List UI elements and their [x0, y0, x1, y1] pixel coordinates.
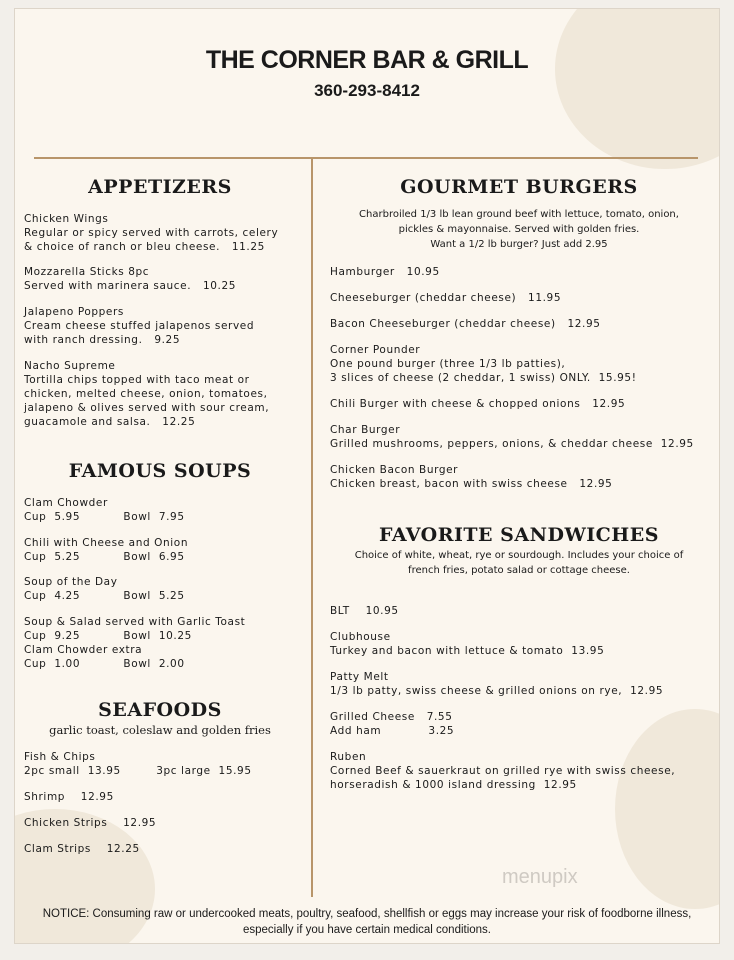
- menu-item-blt: BLT 10.95: [330, 605, 399, 617]
- restaurant-name: THE CORNER BAR & GRILL: [205, 46, 529, 74]
- background-leaf-decoration: [615, 709, 720, 909]
- menu-item-chicken-strips: Chicken Strips 12.95: [24, 817, 157, 829]
- menu-item-mozzarella-sticks: Mozzarella Sticks 8pc Served with marinera sauce. 10.25: [24, 266, 237, 292]
- menu-item-grilled-cheese: Grilled Cheese 7.55 Add ham 3.25: [330, 711, 455, 737]
- menupix-watermark: menupix: [502, 866, 578, 888]
- menu-item-jalapeno-poppers: Jalapeno Poppers Cream cheese stuffed jalapenos served with ranch dressing. 9.25: [24, 306, 255, 346]
- sandwiches-heading: FAVORITE SANDWICHES: [379, 524, 659, 546]
- menu-item-chicken-bacon-burger: Chicken Bacon Burger Chicken breast, bacon with swiss cheese 12.95: [330, 464, 613, 490]
- restaurant-phone: 360-293-8412: [314, 81, 420, 100]
- menu-item-clam-chowder: Clam Chowder Cup 5.95 Bowl 7.95: [24, 497, 185, 523]
- menu-item-ruben: Ruben Corned Beef & sauerkraut on grilled rye with swiss cheese, horseradish & 1000 island dressing 12.95: [330, 751, 676, 791]
- menu-item-shrimp: Shrimp 12.95: [24, 791, 114, 803]
- menu-item-chili: Chili with Cheese and Onion Cup 5.25 Bowl 6.95: [24, 537, 189, 563]
- menu-item-fish-chips: Fish & Chips 2pc small 13.95 3pc large 15.95: [24, 751, 252, 777]
- menu-item-nacho-supreme: Nacho Supreme Tortilla chips topped with taco meat or chicken, melted cheese, onion, tomatoes, jalapeno & olives served with sour cream, guacamole and salsa. 12.25: [24, 360, 270, 428]
- menu-item-cheeseburger: Cheeseburger (cheddar cheese) 11.95: [330, 292, 562, 304]
- sandwiches-intro: Choice of white, wheat, rye or sourdough. Includes your choice of french fries, potato salad or cottage cheese.: [354, 550, 684, 576]
- menu-item-clam-strips: Clam Strips 12.25: [24, 843, 140, 855]
- menu-item-char-burger: Char Burger Grilled mushrooms, peppers, onions, & cheddar cheese 12.95: [330, 424, 694, 450]
- menu-item-chili-burger: Chili Burger with cheese & chopped onions 12.95: [330, 398, 626, 410]
- menu-item-hamburger: Hamburger 10.95: [330, 266, 440, 278]
- burgers-intro: Charbroiled 1/3 lb lean ground beef with lettuce, tomato, onion, pickles & mayonnaise. Served with golden fries. Want a 1/2 lb burger? Just add 2.95: [359, 209, 679, 250]
- header-divider: [34, 157, 698, 159]
- seafoods-heading: SEAFOODS: [98, 699, 222, 721]
- health-notice-line-2: especially if you have certain medical conditions.: [242, 924, 492, 936]
- health-notice-line-1: NOTICE: Consuming raw or undercooked meats, poultry, seafood, shellfish or eggs may increase your risk of foodborne illness,: [42, 908, 692, 920]
- menu-item-soup-salad: Soup & Salad served with Garlic Toast Cup 9.25 Bowl 10.25 Clam Chowder extra Cup 1.00 Bowl 2.00: [24, 616, 246, 670]
- menu-item-patty-melt: Patty Melt 1/3 lb patty, swiss cheese & grilled onions on rye, 12.95: [330, 671, 664, 697]
- seafoods-subtitle: garlic toast, coleslaw and golden fries: [49, 723, 271, 737]
- menu-item-soup-of-day: Soup of the Day Cup 4.25 Bowl 5.25: [24, 576, 185, 602]
- menu-item-chicken-wings: Chicken Wings Regular or spicy served with carrots, celery & choice of ranch or bleu cheese. 11.25: [24, 213, 279, 253]
- column-divider: [311, 159, 313, 897]
- menu-item-bacon-cheeseburger: Bacon Cheeseburger (cheddar cheese) 12.95: [330, 318, 601, 330]
- burgers-heading: GOURMET BURGERS: [400, 176, 638, 198]
- appetizers-heading: APPETIZERS: [88, 176, 232, 198]
- health-notice: [0, 906, 734, 938]
- soups-heading: FAMOUS SOUPS: [68, 460, 252, 482]
- menu-item-clubhouse: Clubhouse Turkey and bacon with lettuce & tomato 13.95: [330, 631, 605, 657]
- menu-item-corner-pounder: Corner Pounder One pound burger (three 1/3 lb patties), 3 slices of cheese (2 cheddar, 1 swiss) ONLY. 15.95!: [330, 344, 637, 384]
